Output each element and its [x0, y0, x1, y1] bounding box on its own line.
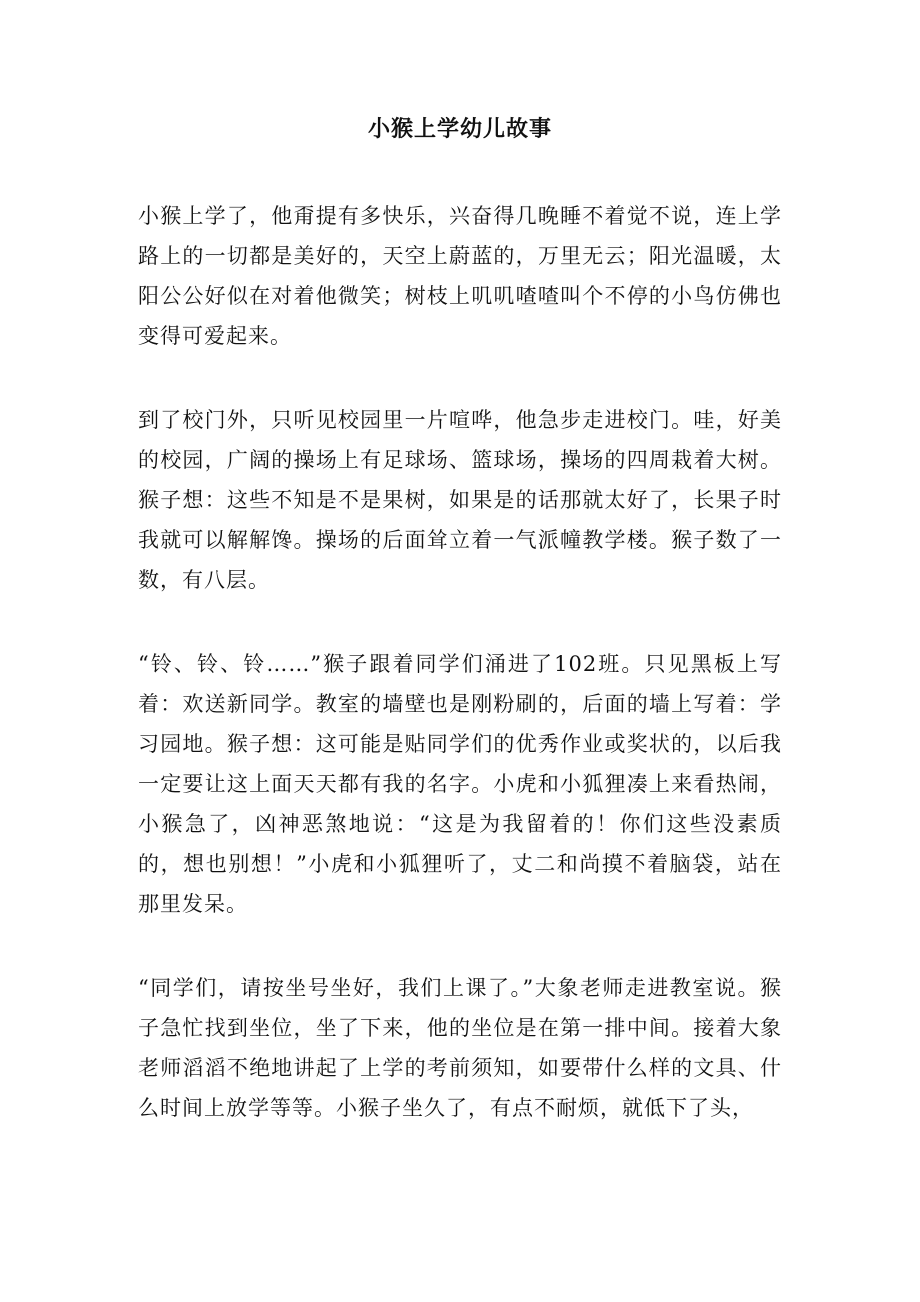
paragraph-1: 小猴上学了，他甭提有多快乐，兴奋得几晚睡不着觉不说，连上学路上的一切都是美好的，天空上蔚蓝的，万里无云；阳光温暖，太阳公公好似在对着他微笑；树枝上叽叽喳喳叫个不停的小鸟仿佛也变得可爱起来。: [138, 204, 782, 348]
paragraph-4: “同学们，请按坐号坐好，我们上课了。”大象老师走进教室说。猴子急忙找到坐位，坐了下来，他的坐位是在第一排中间。接着大象老师滔滔不绝地讲起了上学的考前须知，如要带什么样的文具、什么时间上放学等等。小猴子坐久了，有点不耐烦，就低下了头，: [138, 976, 782, 1120]
document-title: 小猴上学幼儿故事: [367, 116, 552, 142]
paragraph-2: 到了校门外，只听见校园里一片喧哗，他急步走进校门。哇，好美的校园，广阔的操场上有足球场、篮球场，操场的四周栽着大树。猴子想：这些不知是不是果树，如果是的话那就太好了，长果子时我就可以解解馋。操场的后面耸立着一气派幢教学楼。猴子数了一数，有八层。: [138, 408, 782, 592]
paragraph-3: “铃、铃、铃……”猴子跟着同学们涌进了102班。只见黑板上写着：欢送新同学。教室的墙壁也是刚粉刷的，后面的墙上写着：学习园地。猴子想：这可能是贴同学们的优秀作业或奖状的，以后我一定要让这上面天天都有我的名字。小虎和小狐狸凑上来看热闹，小猴急了，凶神恶煞地说：“这是为我留着的！你们这些没素质的，想也别想！”小虎和小狐狸听了，丈二和尚摸不着脑袋，站在那里发呆。: [138, 652, 782, 916]
document-body: [138, 196, 782, 1172]
